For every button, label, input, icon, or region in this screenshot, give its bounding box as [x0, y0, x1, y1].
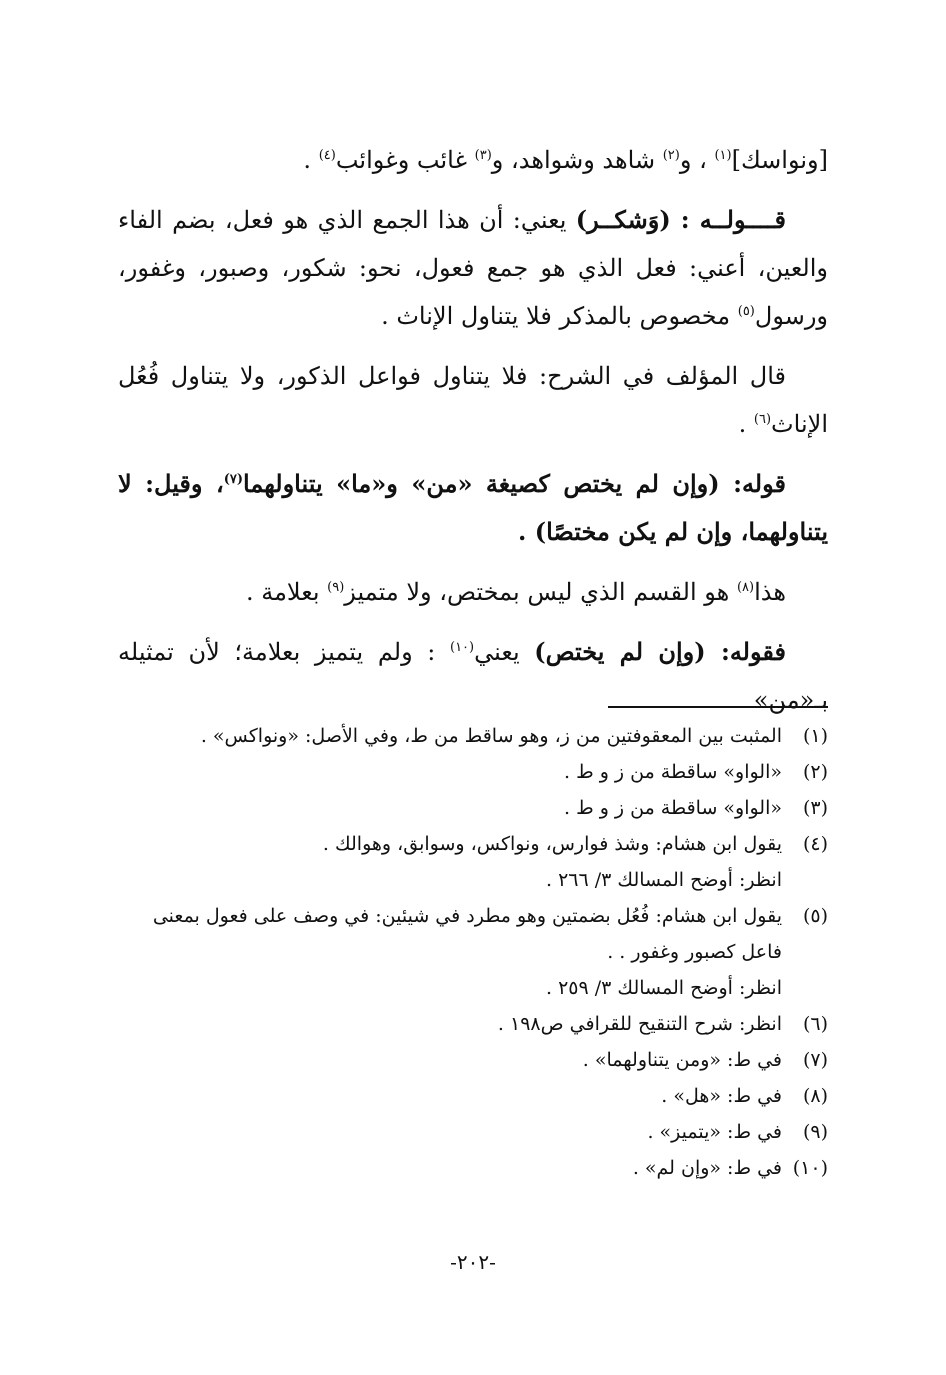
footnote-number: (٤) [802, 833, 828, 855]
footnote-text: يقول ابن هشام: فُعُل بضمتين وهو مطرد في شيئين: في وصف على فعول بمعنى فاعل كصبور وغفور . . [152, 905, 782, 963]
footnote-divider [608, 706, 828, 708]
main-text [118, 136, 828, 724]
text-run: : ولم يتميز بعلامة؛ لأن تمثيله بـ«من» [118, 638, 828, 714]
quoted-text: قوله: (وإن لم يختص كصيغة «من» و«ما» يتناولهما [243, 469, 786, 498]
text-run: غائب وغوائب [335, 146, 475, 174]
footnote-text: «الواو» ساقطة من ز و ط . [564, 797, 782, 819]
footnote-item [118, 1150, 828, 1186]
text-run: هو القسم الذي ليس بمختص، ولا متميز [344, 578, 737, 606]
footnote-number: (٩) [802, 1121, 828, 1143]
paragraph-1 [118, 136, 828, 184]
footnote-continuation: انظر: أوضح المسالك ٣/ ٢٥٩ . [546, 977, 782, 999]
text-run: قال المؤلف في الشرح: فلا يتناول فواعل الذكور، ولا يتناول فُعُل الإناث [118, 362, 828, 438]
footnote-text: في ط: «وإن لم» . [632, 1157, 782, 1179]
footnote-ref: (٤) [318, 148, 336, 163]
footnote-number: (١٠) [792, 1157, 828, 1179]
text-run: يعني [474, 638, 535, 666]
text-run: . [303, 146, 319, 174]
text-run: مخصوص بالمذكر فلا يتناول الإناث . [381, 302, 738, 330]
footnote-number: (١) [802, 725, 828, 747]
text-run: بعلامة . [245, 578, 328, 606]
footnote-ref: (٨) [736, 580, 755, 595]
footnote-text: انظر: شرح التنقيح للقرافي ص١٩٨ . [497, 1013, 782, 1035]
footnote-text: في ط: «يتميز» . [647, 1121, 782, 1143]
footnote-item [118, 1078, 828, 1114]
quoted-text: فقوله: (وإن لم يختص) [534, 637, 787, 666]
footnote-ref: (٦) [753, 412, 772, 427]
footnotes [118, 718, 828, 1186]
footnote-number: (٥) [802, 905, 828, 927]
text-run: يعني: أن هذا الجمع الذي هو فعل، بضم الفاء والعين، أعني: فعل الذي هو جمع فعول، نحو: شكور، وصبور، وغفور، ورسول [118, 206, 828, 330]
footnote-text: المثبت بين المعقوفتين من ز، وهو ساقط من ط، وفي الأصل: «ونواكس» . [200, 725, 782, 747]
footnote-text: في ط: «ومن يتناولهما» . [582, 1049, 782, 1071]
footnote-number: (٧) [802, 1049, 828, 1071]
footnote-item [118, 1114, 828, 1150]
quoted-text: ، وقيل: لا يتناولهما، وإن لم يكن مختصًا) . [118, 469, 828, 546]
text-run: هذا [754, 578, 786, 606]
footnote-number: (٨) [802, 1085, 828, 1107]
footnote-ref: (١٠) [450, 640, 475, 655]
footnote-continuation: انظر: أوضح المسالك ٣/ ٢٦٦ . [546, 869, 782, 891]
footnote-item [118, 1042, 828, 1078]
footnote-number: (٣) [802, 797, 828, 819]
footnote-item [118, 1006, 828, 1042]
paragraph-6 [118, 628, 828, 724]
footnote-text: في ط: «هل» . [661, 1085, 782, 1107]
footnote-ref: (٩) [327, 580, 345, 595]
footnote-ref: (١) [714, 148, 732, 163]
footnote-item [118, 718, 828, 754]
footnote-ref: (٧) [223, 472, 244, 487]
footnote-item [118, 754, 828, 790]
footnote-text: يقول ابن هشام: وشذ فوارس، ونواكس، وسوابق، وهوالك . [322, 833, 782, 855]
text-run: . [738, 410, 754, 438]
footnote-number: (٦) [802, 1013, 828, 1035]
footnote-ref: (٣) [474, 148, 492, 163]
paragraph-3 [118, 352, 828, 448]
footnote-number: (٢) [802, 761, 828, 783]
paragraph-4 [118, 460, 828, 556]
text-run: [ونواسك] [731, 146, 828, 174]
footnote-item [118, 790, 828, 826]
footnote-ref: (٥) [737, 304, 755, 319]
footnote-text: «الواو» ساقطة من ز و ط . [564, 761, 782, 783]
footnote-item [118, 826, 828, 862]
page-number: -٢٠٢- [450, 1250, 496, 1274]
text-run: ، و [679, 146, 715, 174]
footnote-ref: (٢) [662, 148, 680, 163]
paragraph-2 [118, 196, 828, 340]
footnote-item [118, 898, 828, 970]
paragraph-5 [118, 568, 828, 616]
text-run: شاهد وشواهد، و [491, 146, 663, 174]
quoted-text: قــــولــه : (وَشكــر) [575, 205, 786, 234]
